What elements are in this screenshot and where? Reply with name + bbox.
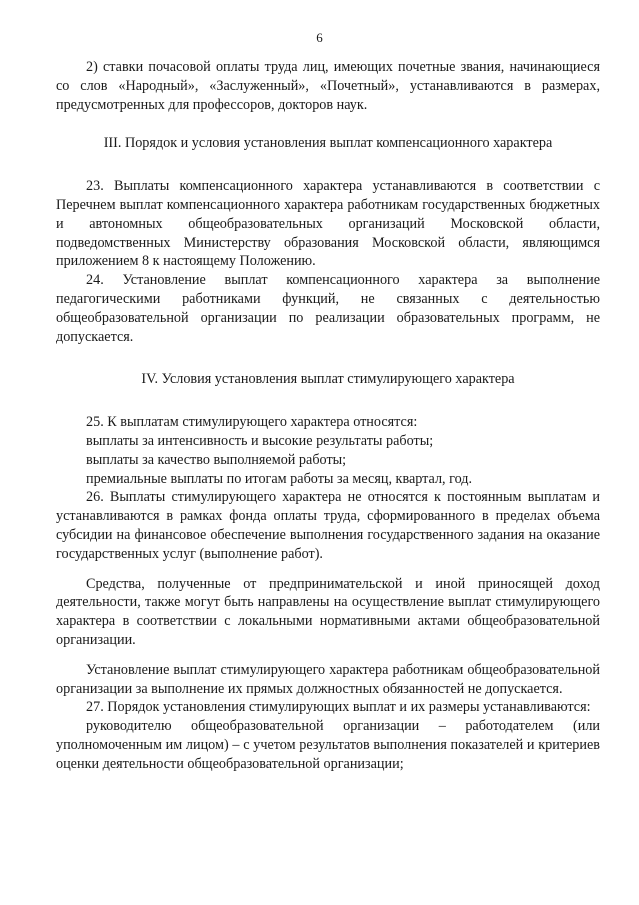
paragraph-24: 24. Установление выплат компенсационного характера за выполнение педагогическими работниками функций, не связанных с деятельностью общеобразовательной организации по реализации образовательных программ, не допускается. [56, 272, 600, 345]
paragraph-26: 26. Выплаты стимулирующего характера не относятся к постоянным выплатам и устанавливаются в рамках фонда оплаты труда, сформированного в пределах объема субсидии на финансовое обеспечение выполнения государственного задания на оказание государственных услуг (выполнение работ). [56, 489, 600, 562]
paragraph-honorary-titles: 2) ставки почасовой оплаты труда лиц, имеющих почетные звания, начинающиеся со слов «Народный», «Заслуженный», «Почетный», устанавливаются в размерах, предусмотренных для профессоров, докторов наук. [56, 59, 600, 113]
list-item-bonus: премиальные выплаты по итогам работы за месяц, квартал, год. [86, 470, 473, 487]
paragraph-other-income: Средства, полученные от предпринимательской и иной приносящей доход деятельности, также могут быть направлены на осуществление выплат стимулирующего характера в соответствии с локальными нормативными актами общеобразовательной организации. [56, 575, 600, 648]
paragraph-23: 23. Выплаты компенсационного характера устанавливаются в соответствии с Перечнем выплат компенсационного характера работникам государственных бюджетных и автономных общеобразовательных организаций Московской области, подведомственных Министерству образования Московской области, являющимся приложением 8 к настоящему Положению. [56, 178, 600, 270]
document-body [56, 58, 600, 774]
section-heading-compensation: III. Порядок и условия установления выплат компенсационного характера [103, 135, 553, 152]
list-item-intensity: выплаты за интенсивность и высокие результаты работы; [86, 432, 434, 449]
paragraph-27: 27. Порядок установления стимулирующих выплат и их размеры устанавливаются: [86, 699, 591, 716]
paragraph-25: 25. К выплатам стимулирующего характера относятся: [86, 414, 418, 431]
page-number: 6 [316, 30, 323, 45]
list-item-quality: выплаты за качество выполняемой работы; [86, 451, 347, 468]
paragraph-director: руководителю общеобразовательной организации – работодателем (или уполномоченным им лицом) – с учетом результатов выполнения показателей и критериев оценки деятельности общеобразовательной организации; [56, 718, 600, 772]
section-heading-incentive: IV. Условия установления выплат стимулирующего характера [141, 371, 515, 388]
paragraph-not-allowed: Установление выплат стимулирующего характера работникам общеобразовательной организации за выполнение их прямых должностных обязанностей не допускается. [56, 661, 600, 697]
